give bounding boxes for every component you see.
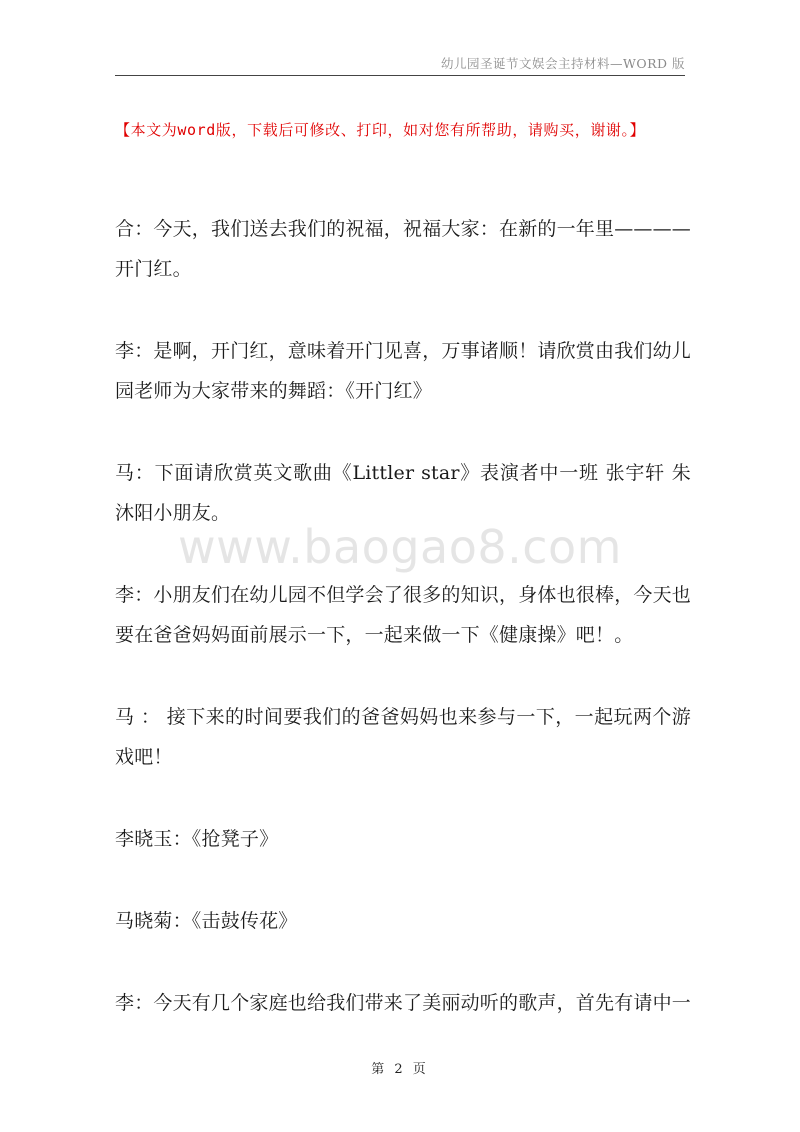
header-divider bbox=[115, 75, 685, 76]
paragraph: 马 ： 接下来的时间要我们的爸爸妈妈也来参与一下，一起玩两个游戏吧！ bbox=[115, 706, 691, 768]
paragraph: 李：是啊，开门红，意味着开门见喜，万事诸顺！请欣赏由我们幼儿园老师为大家带来的舞蹈：《开门红》 bbox=[115, 340, 692, 402]
paragraph: 合：今天，我们送去我们的祝福，祝福大家：在新的一年里————开门红。 bbox=[115, 218, 692, 280]
document-body bbox=[115, 209, 691, 1065]
page-number: 第 2 页 bbox=[371, 1062, 429, 1077]
paragraph: 马：下面请欣赏英文歌曲《Littler star》表演者中一班 张宇轩 朱沐阳小朋友。 bbox=[115, 462, 691, 524]
page-header-title: 幼儿园圣诞节文娱会主持材料—WORD 版 bbox=[440, 56, 685, 71]
watermark: www.baogao8.com bbox=[178, 520, 622, 574]
paragraph: 李晓玉：《抢凳子》 bbox=[115, 828, 279, 850]
purchase-notice: 【本文为word版，下载后可修改、打印，如对您有所帮助，请购买，谢谢。】 bbox=[115, 121, 646, 139]
paragraph: 李：小朋友们在幼儿园不但学会了很多的知识，身体也很棒，今天也要在爸爸妈妈面前展示一下，一起来做一下《健康操》吧！。 bbox=[115, 584, 692, 646]
paragraph: 马晓菊：《击鼓传花》 bbox=[115, 910, 298, 932]
paragraph: 李：今天有几个家庭也给我们带来了美丽动听的歌声，首先有请中一 bbox=[115, 992, 692, 1014]
